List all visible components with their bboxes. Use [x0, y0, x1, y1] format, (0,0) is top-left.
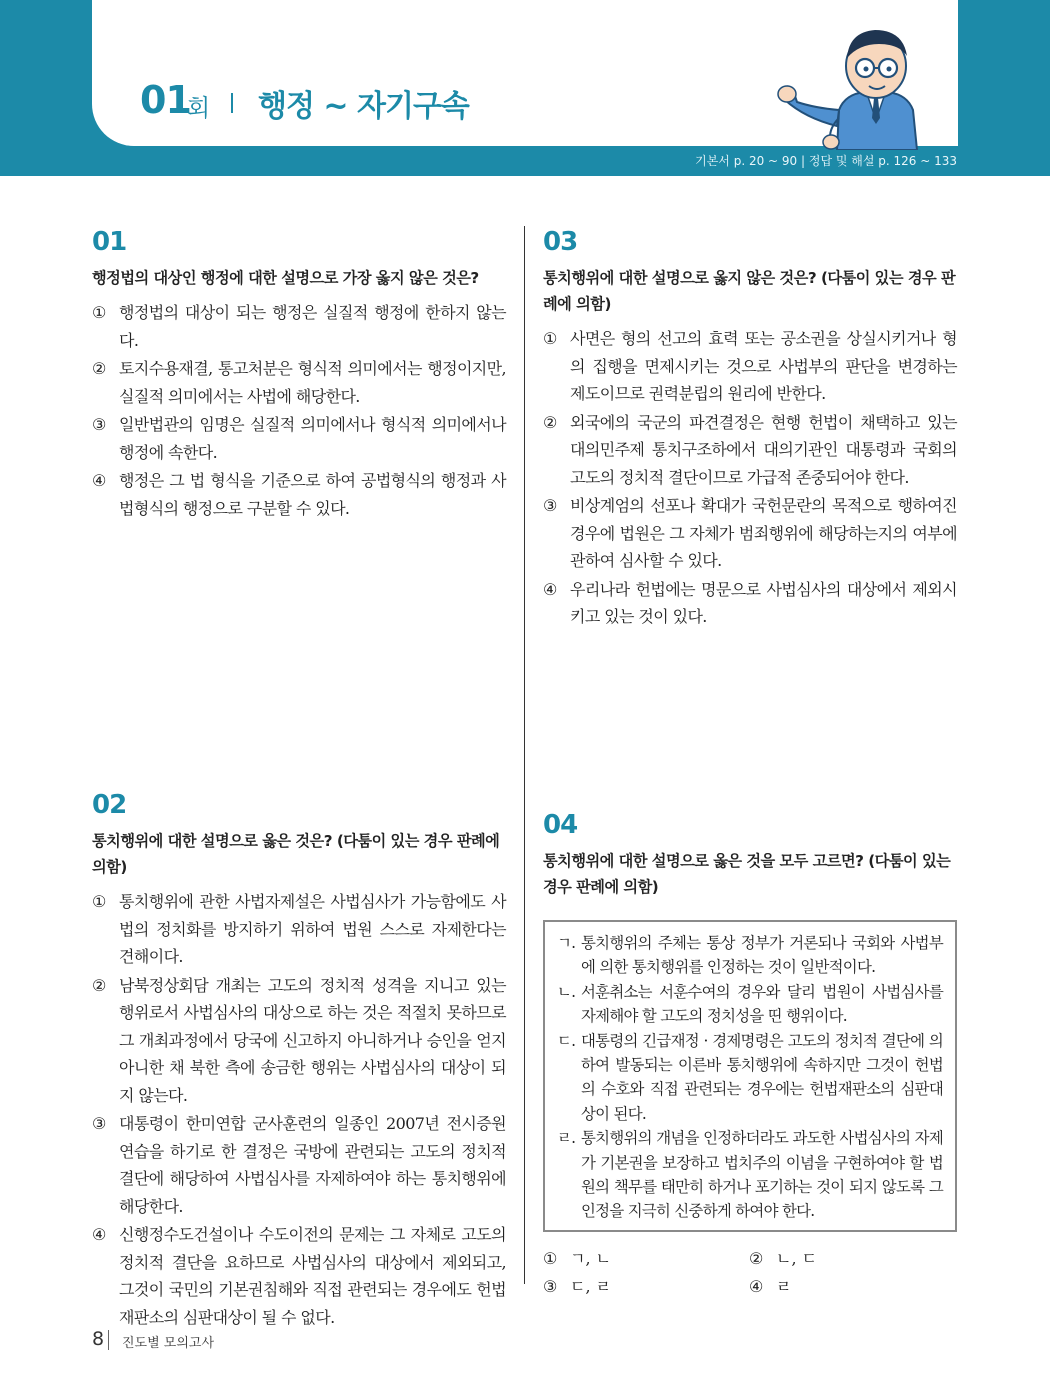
option-text: 외국에의 국군의 파견결정은 현행 헌법이 채택하고 있는 대의민주제 통치구조하에서 대의기관인 대통령과 국회의 고도의 정치적 결단이므로 가급적 존중되어야 한다. [570, 412, 957, 487]
option-text: 비상계엄의 선포나 확대가 국헌문란의 목적으로 행하여진 경우에 법원은 그 자체가 범죄행위에 해당하는지의 여부에 관하여 심사할 수 있다. [570, 496, 957, 570]
option-2 [543, 409, 957, 492]
column-divider [524, 226, 525, 1284]
option-4 [92, 1221, 506, 1331]
option-marker: ① [92, 303, 106, 322]
option-text: 우리나라 헌법에는 명문으로 사법심사의 대상에서 제외시키고 있는 것이 있다. [570, 579, 957, 626]
choice-text: ㄴ, ㄷ [776, 1248, 818, 1268]
round-suffix: 회 [187, 94, 211, 122]
question-03 [543, 227, 957, 632]
choice-marker: ④ [749, 1276, 764, 1296]
option-4 [543, 576, 957, 631]
option-2 [92, 355, 506, 410]
option-marker: ① [92, 892, 106, 911]
statement-marker: ㄴ. [557, 982, 576, 1001]
choice-1 [543, 1248, 749, 1270]
statement-text: 서훈취소는 서훈수여의 경우와 달리 법원이 사법심사를 자제해야 할 고도의 정치성을 띤 행위이다. [581, 982, 943, 1026]
statement-text: 통치행위의 개념을 인정하더라도 과도한 사법심사의 자제가 기본권을 보장하고 법치주의 이념을 구현하여야 할 법원의 책무를 태만히 하거나 포기하는 것이 되지 않도록 그 인정을 지극히 신중하게 하여야 한다. [581, 1129, 943, 1221]
page-number: 8 [92, 1328, 105, 1350]
statement-item [557, 1126, 943, 1224]
statement-text: 대통령의 긴급재정 · 경제명령은 고도의 정치적 결단에 의하여 발동되는 이른바 통치행위에 속하지만 그것이 헌법의 수호와 직접 관련되는 경우에는 헌법재판소의 심판대상이 된다. [581, 1031, 943, 1123]
option-list [92, 299, 506, 522]
statement-box [543, 920, 957, 1232]
option-text: 일반법관의 임명은 실질적 의미에서나 형식적 의미에서나 행정에 속한다. [119, 415, 506, 462]
question-number: 01 [92, 227, 127, 257]
statement-marker: ㄹ. [557, 1129, 576, 1148]
question-number: 02 [92, 790, 127, 820]
book-title: 진도별 모의고사 [122, 1336, 215, 1351]
option-list [543, 325, 957, 631]
option-1 [92, 888, 506, 971]
option-text: 대통령이 한미연합 군사훈련의 일종인 2007년 전시증원 연습을 하기로 한 결정은 국방에 관련되는 고도의 정치적 결단에 해당하여 사법심사를 자제하여야 하는 통치행위에 해당한다. [119, 1114, 506, 1216]
choice-marker: ① [543, 1248, 558, 1268]
option-3 [92, 411, 506, 466]
option-text: 신행정수도건설이나 수도이전의 문제는 그 자체로 고도의 정치적 결단을 요하므로 사법심사의 대상에서 제외되고, 그것이 국민의 기본권침해와 직접 관련되는 경우에도 헌법재판소의 심판대상이 될 수 없다. [119, 1225, 506, 1327]
choice-3 [543, 1276, 749, 1298]
answer-choices [543, 1248, 957, 1298]
option-text: 사면은 형의 선고의 효력 또는 공소권을 상실시키거나 형의 집행을 면제시키는 것으로 사법부의 판단을 변경하는 제도이므로 권력분립의 원리에 반한다. [570, 329, 957, 403]
option-marker: ② [92, 359, 106, 378]
option-marker: ② [92, 975, 106, 995]
footer-separator [108, 1330, 109, 1350]
option-3 [92, 1110, 506, 1220]
option-marker: ③ [92, 415, 106, 434]
question-stem: 통치행위에 대한 설명으로 옳은 것은? (다툼이 있는 경우 판례에 의함) [92, 832, 500, 876]
reference-pages: 기본서 p. 20 ~ 90 | 정답 및 해설 p. 126 ~ 133 [695, 154, 957, 168]
option-2 [92, 972, 506, 1110]
chapter-title: 행정 ~ 자기구속 [258, 89, 469, 124]
statement-item [557, 1029, 943, 1127]
title-separator [231, 93, 233, 113]
option-text: 남북정상회담 개최는 고도의 정치적 성격을 지니고 있는 행위로서 사법심사의 대상으로 하는 것은 적절치 못하므로 그 개최과정에서 당국에 신고하지 아니하거나 승인을 얻지 아니한 채 북한 측에 송금한 행위는 사법심사의 대상이 되지 않는다. [119, 975, 506, 1105]
question-stem: 행정법의 대상인 행정에 대한 설명으로 가장 옳지 않은 것은? [92, 269, 479, 287]
chapter-header [0, 0, 1050, 176]
choice-marker: ③ [543, 1276, 558, 1296]
option-text: 통치행위에 관한 사법자제설은 사법심사가 가능함에도 사법의 정치화를 방지하기 위하여 법원 스스로 자제한다는 견해이다. [119, 892, 506, 966]
question-02 [92, 790, 506, 1332]
teacher-character-icon [775, 10, 945, 150]
option-text: 행정은 그 법 형식을 기준으로 하여 공법형식의 행정과 사법형식의 행정으로 구분할 수 있다. [119, 471, 506, 518]
statement-text: 통치행위의 주체는 통상 정부가 거론되나 국회와 사법부에 의한 통치행위를 인정하는 것이 일반적이다. [581, 934, 943, 977]
statement-marker: ㄱ. [557, 934, 576, 952]
option-3 [543, 492, 957, 575]
option-text: 행정법의 대상이 되는 행정은 실질적 행정에 한하지 않는다. [119, 303, 506, 350]
option-marker: ① [543, 329, 557, 348]
question-01 [92, 227, 506, 523]
choice-4 [749, 1276, 955, 1298]
option-list [92, 888, 506, 1331]
option-1 [543, 325, 957, 408]
round-number: 01 [140, 78, 191, 122]
option-marker: ④ [92, 1225, 106, 1244]
question-number: 03 [543, 227, 578, 257]
statement-item [557, 980, 943, 1029]
option-marker: ② [543, 412, 557, 432]
option-marker: ④ [92, 471, 106, 490]
statement-marker: ㄷ. [557, 1031, 576, 1050]
question-stem: 통치행위에 대한 설명으로 옳은 것을 모두 고르면? (다툼이 있는 경우 판례에 의함) [543, 852, 951, 896]
option-4 [92, 467, 506, 522]
option-marker: ③ [92, 1114, 106, 1133]
choice-marker: ② [749, 1248, 764, 1268]
question-stem: 통치행위에 대한 설명으로 옳지 않은 것은? (다툼이 있는 경우 판례에 의함) [543, 269, 956, 313]
choice-text: ㄷ, ㄹ [570, 1276, 612, 1296]
choice-2 [749, 1248, 955, 1270]
choice-text: ㄱ, ㄴ [570, 1248, 612, 1268]
statement-item [557, 931, 943, 980]
question-04 [543, 810, 957, 1298]
option-text: 토지수용재결, 통고처분은 형식적 의미에서는 행정이지만, 실질적 의미에서는 사법에 해당한다. [119, 359, 506, 406]
option-marker: ④ [543, 579, 557, 599]
option-marker: ③ [543, 496, 557, 515]
option-1 [92, 299, 506, 354]
question-number: 04 [543, 810, 578, 840]
choice-text: ㄹ [776, 1276, 792, 1296]
